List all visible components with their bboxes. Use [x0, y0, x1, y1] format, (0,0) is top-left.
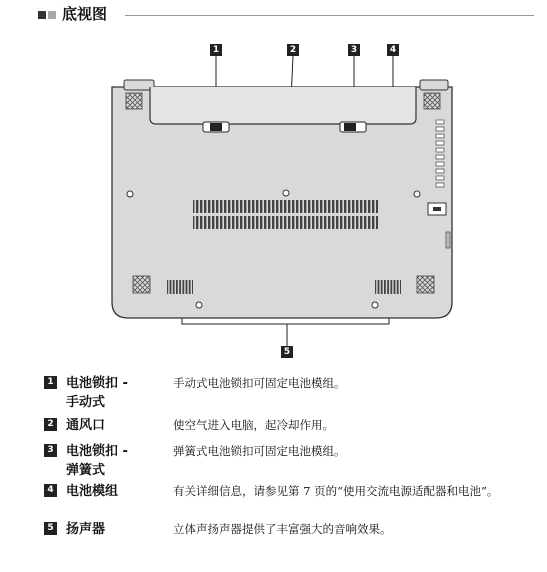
legend-name — [66, 374, 156, 412]
callout-5: 5 — [281, 346, 293, 358]
legend-description: 立体声扬声器提供了丰富强大的音响效果。 — [173, 522, 392, 536]
legend-name-line1: 通风口 — [66, 418, 106, 433]
legend-number: 5 — [44, 522, 57, 535]
legend-description: 手动式电池锁扣可固定电池模组。 — [173, 376, 346, 390]
legend-number: 3 — [44, 444, 57, 457]
callout-2: 2 — [287, 44, 299, 56]
callout-3: 3 — [348, 44, 360, 56]
legend-name-line1: 电池模组 — [66, 484, 119, 499]
legend-name-line2: 手动式 — [66, 395, 106, 410]
section-title: 底视图 — [62, 5, 108, 23]
legend-name-line1: 扬声器 — [66, 522, 106, 537]
legend-description: 使空气进入电脑，起冷却作用。 — [173, 418, 334, 432]
legend-name — [66, 520, 156, 539]
legend-name-line1: 电池锁扣 - — [66, 376, 128, 391]
legend-number: 4 — [44, 484, 57, 497]
legend-number: 2 — [44, 418, 57, 431]
legend-number: 1 — [44, 376, 57, 389]
legend-name-line2: 弹簧式 — [66, 463, 106, 478]
legend-description: 弹簧式电池锁扣可固定电池模组。 — [173, 444, 346, 458]
legend-name — [66, 482, 156, 501]
callout-4: 4 — [387, 44, 399, 56]
legend-name — [66, 416, 156, 435]
callout-1: 1 — [210, 44, 222, 56]
legend-name — [66, 442, 156, 480]
legend-description: 有关详细信息，请参见第 7 页的“使用交流电源适配器和电池”。 — [173, 484, 499, 498]
legend-name-line1: 电池锁扣 - — [66, 444, 128, 459]
